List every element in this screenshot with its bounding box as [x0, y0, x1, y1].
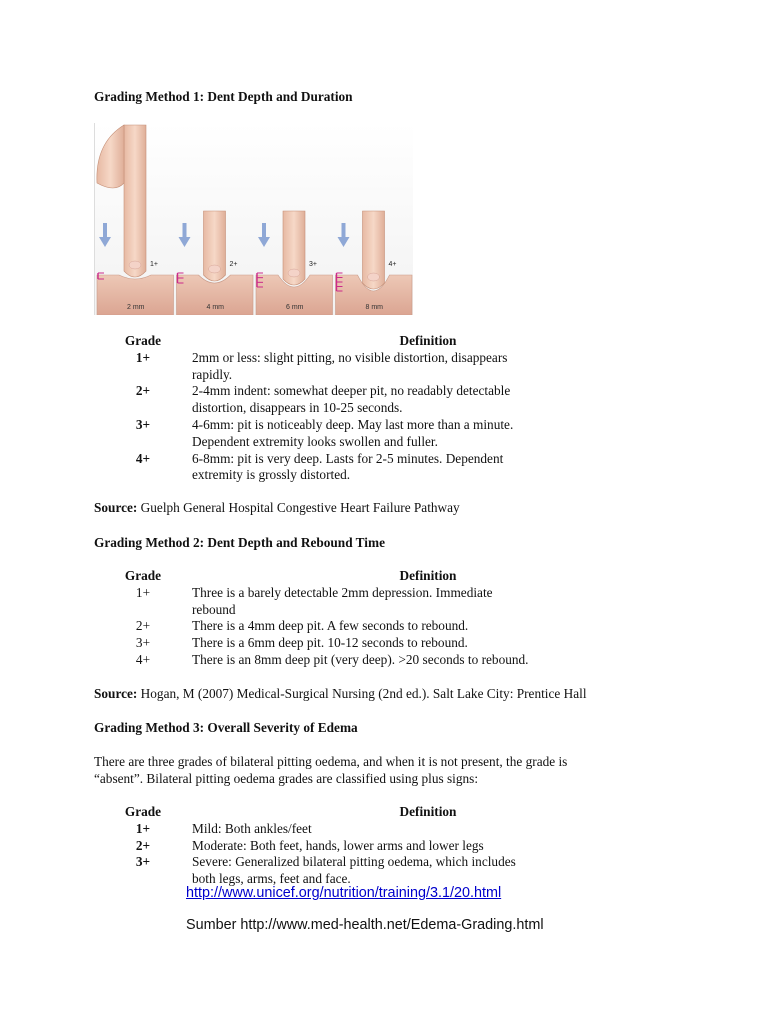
- table-row: [94, 383, 664, 417]
- grade-label: 3+: [309, 261, 317, 268]
- definition-cell: [192, 350, 664, 384]
- depth-label: 4 mm: [206, 304, 224, 311]
- finger: [124, 125, 146, 277]
- method2-title: Grading Method 2: Dent Depth and Rebound Time: [94, 535, 385, 550]
- grade-cell: 4+: [135, 450, 151, 466]
- sumber-text: Sumber http://www.med-health.net/Edema-Grading.html: [186, 917, 544, 933]
- table-row: [94, 838, 664, 855]
- table-header-row: [94, 568, 664, 585]
- method3-table: [94, 804, 664, 888]
- down-arrow-icon: [179, 237, 191, 247]
- definition-line: There is a 4mm deep pit. A few seconds to rebound.: [192, 618, 469, 634]
- table-header-row: [94, 804, 664, 821]
- definition-line: There is an 8mm deep pit (very deep). >20 seconds to rebound.: [192, 651, 529, 667]
- table-row: [94, 350, 664, 384]
- definition-cell: [192, 854, 664, 888]
- grade-cell: 4+: [135, 651, 151, 667]
- method1-title: Grading Method 1: Dent Depth and Duration: [94, 89, 353, 104]
- definition-line: distortion, disappears in 10-25 seconds.: [192, 400, 403, 416]
- definition-cell: [192, 821, 664, 838]
- table-row: [94, 821, 664, 838]
- source-text: Hogan, M (2007) Medical-Surgical Nursing (2nd ed.). Salt Lake City: Prentice Hall: [137, 686, 587, 701]
- definition-line: 6-8mm: pit is very deep. Lasts for 2-5 minutes. Dependent: [192, 450, 504, 466]
- method1-table: [94, 333, 664, 484]
- arrow-shaft: [103, 223, 107, 239]
- source-text: Guelph General Hospital Congestive Heart Failure Pathway: [137, 500, 460, 515]
- grade-label: 4+: [388, 261, 397, 268]
- method1-source: [94, 500, 460, 517]
- grade-label: 1+: [150, 261, 158, 268]
- definition-cell: [192, 585, 664, 619]
- grade-cell: 3+: [135, 416, 151, 432]
- table-row: [94, 618, 664, 635]
- method3-title: Grading Method 3: Overall Severity of Edema: [94, 720, 358, 735]
- grade-cell: 1+: [135, 820, 151, 836]
- table-row: [94, 451, 664, 485]
- grade-label: 2+: [229, 261, 238, 268]
- method2-source: [94, 686, 587, 703]
- down-arrow-icon: [99, 237, 111, 247]
- fingernail: [368, 273, 380, 281]
- definition-line: 2-4mm indent: somewhat deeper pit, no readably detectable: [192, 383, 511, 399]
- grade-cell: 3+: [135, 635, 151, 651]
- table-row: [94, 635, 664, 652]
- fingernail: [288, 269, 300, 277]
- table-row: [94, 585, 664, 619]
- source-label: Source:: [94, 500, 138, 515]
- grade-cell: 2+: [135, 837, 151, 853]
- grade-cell: 1+: [135, 584, 151, 600]
- hand: [97, 125, 124, 188]
- definition-cell: [192, 618, 664, 635]
- method3-intro: [94, 754, 694, 788]
- definition-line: extremity is grossly distorted.: [192, 467, 351, 483]
- unicef-link[interactable]: http://www.unicef.org/nutrition/training/3.1/20.html: [186, 885, 502, 901]
- down-arrow-icon: [338, 237, 350, 247]
- grade-cell: 2+: [135, 383, 151, 399]
- intro-line: There are three grades of bilateral pitting oedema, and when it is not present, the grade is: [94, 754, 568, 769]
- definition-header: Definition: [399, 804, 457, 819]
- arrow-shaft: [183, 223, 187, 239]
- down-arrow-icon: [258, 237, 270, 247]
- table-row: [94, 652, 664, 669]
- depth-label: 8 mm: [365, 304, 383, 311]
- definition-header: Definition: [399, 568, 457, 583]
- grade-cell: 1+: [135, 349, 151, 365]
- depth-label: 2 mm: [127, 304, 145, 311]
- method2-table: [94, 568, 664, 669]
- table-row: [94, 417, 664, 451]
- fingernail: [209, 265, 221, 273]
- definition-line: Three is a barely detectable 2mm depression. Immediate: [192, 584, 493, 600]
- definition-line: both legs, arms, feet and face.: [192, 871, 351, 887]
- table-row: [94, 854, 664, 888]
- definition-line: Mild: Both ankles/feet: [192, 820, 312, 836]
- definition-line: rapidly.: [192, 366, 233, 382]
- definition-cell: [192, 635, 664, 652]
- definition-cell: [192, 652, 664, 669]
- arrow-shaft: [262, 223, 266, 239]
- definition-cell: [192, 451, 664, 485]
- illustration-svg: [95, 123, 413, 315]
- definition-header: Definition: [399, 333, 457, 348]
- definition-line: Severe: Generalized bilateral pitting oedema, which includes: [192, 854, 516, 870]
- definition-line: There is a 6mm deep pit. 10-12 seconds to rebound.: [192, 635, 468, 651]
- definition-cell: [192, 838, 664, 855]
- arrow-shaft: [342, 223, 346, 239]
- definition-cell: [192, 417, 664, 451]
- grade-header: Grade: [124, 333, 162, 348]
- grade-header: Grade: [124, 804, 162, 819]
- source-label: Source:: [94, 686, 138, 701]
- grade-cell: 2+: [135, 618, 151, 634]
- definition-line: 4-6mm: pit is noticeably deep. May last more than a minute.: [192, 416, 514, 432]
- definition-line: 2mm or less: slight pitting, no visible distortion, disappears: [192, 349, 508, 365]
- depth-label: 6 mm: [286, 304, 304, 311]
- grade-header: Grade: [124, 568, 162, 583]
- grade-cell: 3+: [135, 854, 151, 870]
- pitting-edema-illustration: [94, 123, 413, 315]
- fingernail: [129, 261, 141, 269]
- definition-line: Dependent extremity looks swollen and fuller.: [192, 433, 438, 449]
- table-header-row: [94, 333, 664, 350]
- intro-line: “absent”. Bilateral pitting oedema grades are classified using plus signs:: [94, 770, 479, 786]
- definition-line: Moderate: Both feet, hands, lower arms and lower legs: [192, 837, 484, 853]
- definition-line: rebound: [192, 601, 236, 617]
- definition-cell: [192, 383, 664, 417]
